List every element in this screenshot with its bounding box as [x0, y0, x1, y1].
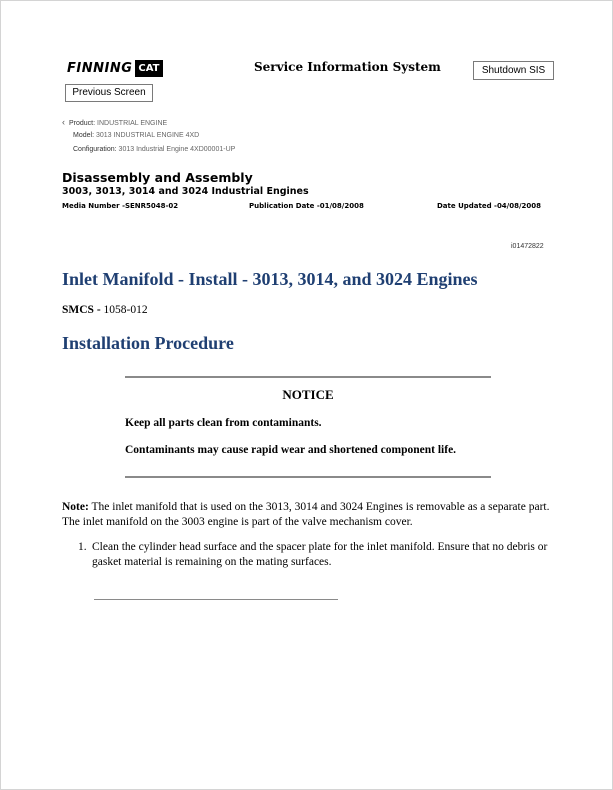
configuration-info — [73, 146, 235, 153]
shutdown-sis-button[interactable]: Shutdown SIS — [473, 61, 554, 80]
smcs-value: 1058-012 — [100, 304, 148, 316]
product-value: INDUSTRIAL ENGINE — [97, 120, 168, 127]
finning-cat-logo — [67, 57, 163, 79]
note-label: Note: — [62, 501, 89, 513]
previous-screen-button[interactable]: Previous Screen — [65, 84, 153, 102]
procedure-heading: Installation Procedure — [62, 333, 234, 353]
chevron-left-icon[interactable]: ‹ — [62, 117, 65, 127]
step-number: 1. — [78, 541, 87, 553]
product-info — [62, 117, 167, 127]
media-number: Media Number -SENR5048-02 — [62, 202, 179, 210]
date-updated: Date Updated -04/08/2008 — [437, 202, 542, 210]
model-value: 3013 INDUSTRIAL ENGINE 4XD — [95, 132, 200, 139]
smcs-label: SMCS - — [62, 304, 101, 316]
notice-divider-top — [125, 376, 491, 378]
smcs-code — [62, 304, 148, 316]
page-title: Inlet Manifold - Install - 3013, 3014, and 3024 Engines — [62, 269, 478, 289]
notice-divider-bottom — [125, 476, 491, 478]
logo-text: FINNING — [67, 60, 133, 76]
note-paragraph — [62, 500, 562, 530]
notice-line-2: Contaminants may cause rapid wear and shortened component life. — [125, 444, 457, 456]
product-label: Product: — [69, 120, 96, 127]
document-engines: 3003, 3013, 3014 and 3024 Industrial Engines — [62, 186, 309, 197]
model-info — [73, 132, 199, 139]
image-id: i01472822 — [511, 243, 544, 250]
document-section: Disassembly and Assembly — [62, 170, 253, 185]
cat-badge: CAT — [135, 60, 162, 77]
section-divider — [94, 599, 338, 600]
app-title: Service Information System — [254, 60, 441, 74]
configuration-label: Configuration: — [73, 146, 117, 153]
note-text: The inlet manifold that is used on the 3013, 3014 and 3024 Engines is removable as a separate part. The inlet manifold on the 3003 engine is part of the valve mechanism cover. — [62, 501, 550, 528]
configuration-value: 3013 Industrial Engine 4XD00001-UP — [118, 146, 236, 153]
notice-title: NOTICE — [282, 387, 334, 402]
step-text: Clean the cylinder head surface and the spacer plate for the inlet manifold. Ensure that no debris or gasket material is remaining on the mating surfaces. — [92, 541, 548, 568]
model-label: Model: — [73, 132, 95, 139]
publication-date: Publication Date -01/08/2008 — [249, 202, 364, 210]
notice-line-1: Keep all parts clean from contaminants. — [125, 417, 322, 429]
list-item — [78, 540, 548, 570]
